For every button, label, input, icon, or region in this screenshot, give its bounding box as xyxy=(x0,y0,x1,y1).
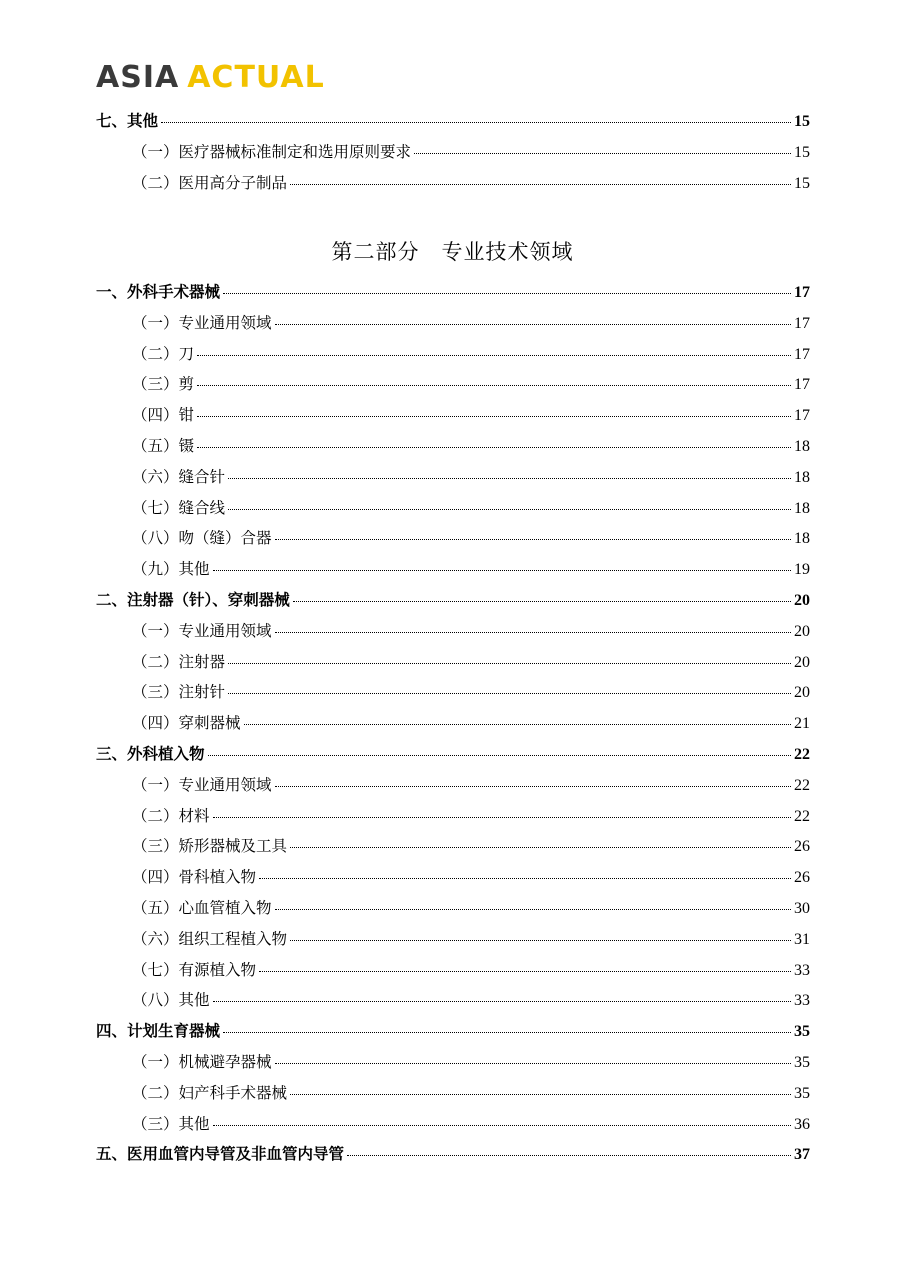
toc-entry-label: （四）穿刺器械 xyxy=(132,714,241,733)
toc-section-entry[interactable] xyxy=(96,711,810,742)
toc-dot-leader xyxy=(223,1032,791,1033)
toc-page-number: 17 xyxy=(794,407,810,425)
toc-entry-label: （六）组织工程植入物 xyxy=(132,929,288,948)
toc-dot-leader xyxy=(414,153,791,154)
toc-section-entry[interactable] xyxy=(96,1112,810,1143)
toc-section-entry[interactable] xyxy=(96,1081,810,1112)
toc-dot-leader xyxy=(244,724,791,725)
toc-dot-leader xyxy=(290,1094,791,1095)
toc-page-number: 36 xyxy=(794,1115,810,1133)
toc-dot-leader xyxy=(213,570,791,571)
toc-page-number: 35 xyxy=(794,1084,810,1102)
toc-dot-leader xyxy=(290,847,791,848)
toc-entry-label: （八）其他 xyxy=(132,991,210,1010)
toc-section-main xyxy=(96,280,810,1173)
toc-section-entry[interactable] xyxy=(96,311,810,342)
toc-page-number: 33 xyxy=(794,992,810,1010)
toc-page-number: 15 xyxy=(794,113,810,130)
toc-dot-leader xyxy=(290,184,791,185)
toc-section-entry[interactable] xyxy=(96,171,810,202)
toc-entry-label: 五、医用血管内导管及非血管内导管 xyxy=(96,1144,345,1164)
toc-entry-label: （一）专业通用领域 xyxy=(132,775,272,794)
toc-section-entry[interactable] xyxy=(96,865,810,896)
toc-entry-label: （二）刀 xyxy=(132,344,195,363)
toc-dot-leader xyxy=(197,385,791,386)
toc-dot-leader xyxy=(197,355,791,356)
toc-page-number: 35 xyxy=(794,1023,810,1041)
asia-actual-logo xyxy=(96,60,325,96)
toc-entry-label: （三）矫形器械及工具 xyxy=(132,837,288,856)
toc-page-number: 15 xyxy=(794,174,810,192)
toc-dot-leader xyxy=(161,122,791,123)
toc-dot-leader xyxy=(275,1063,791,1064)
toc-section-entry[interactable] xyxy=(96,804,810,835)
toc-section-entry[interactable] xyxy=(96,650,810,681)
toc-page-number: 26 xyxy=(794,869,810,887)
toc-section-entry[interactable] xyxy=(96,834,810,865)
toc-page-number: 18 xyxy=(794,437,810,455)
toc-entry-label: 七、其他 xyxy=(96,111,159,130)
toc-section-entry[interactable] xyxy=(96,140,810,171)
toc-page-number: 22 xyxy=(794,807,810,825)
toc-section-entry[interactable] xyxy=(96,372,810,403)
toc-page-number: 20 xyxy=(794,684,810,702)
toc-chapter-entry[interactable] xyxy=(96,109,810,140)
toc-dot-leader xyxy=(208,755,791,756)
toc-dot-leader xyxy=(275,539,791,540)
toc-dot-leader xyxy=(213,1001,791,1002)
toc-entry-label: （五）镊 xyxy=(132,436,195,455)
toc-page-number: 17 xyxy=(794,345,810,363)
toc-entry-label: 一、外科手术器械 xyxy=(96,282,221,301)
toc-page-number: 17 xyxy=(794,314,810,332)
toc-page-number: 37 xyxy=(794,1146,810,1164)
toc-entry-label: 二、注射器（针）、穿刺器械 xyxy=(96,589,290,609)
toc-entry-label: （六）缝合针 xyxy=(132,467,226,486)
toc-dot-leader xyxy=(197,416,791,417)
toc-page-number: 18 xyxy=(794,530,810,548)
toc-entry-label: 四、计划生育器械 xyxy=(96,1021,221,1041)
toc-section-entry[interactable] xyxy=(96,896,810,927)
toc-section-entry[interactable] xyxy=(96,434,810,465)
toc-entry-label: （四）钳 xyxy=(132,406,195,425)
toc-page-number: 35 xyxy=(794,1053,810,1071)
toc-entry-label: （四）骨科植入物 xyxy=(132,868,257,887)
toc-page-number: 22 xyxy=(794,745,810,763)
toc-entry-label: （一）专业通用领域 xyxy=(132,313,272,332)
toc-section-entry[interactable] xyxy=(96,927,810,958)
toc-section-entry[interactable] xyxy=(96,465,810,496)
toc-entry-label: （二）妇产科手术器械 xyxy=(132,1083,288,1102)
toc-dot-leader xyxy=(223,293,791,294)
toc-chapter-entry[interactable] xyxy=(96,280,810,311)
toc-section-top xyxy=(96,109,810,201)
toc-entry-label: （七）缝合线 xyxy=(132,498,226,517)
toc-dot-leader xyxy=(213,1125,791,1126)
toc-dot-leader xyxy=(197,447,791,448)
toc-section-entry[interactable] xyxy=(96,1050,810,1081)
toc-page-number: 20 xyxy=(794,591,810,609)
toc-dot-leader xyxy=(213,817,791,818)
toc-section-entry[interactable] xyxy=(96,526,810,557)
toc-dot-leader xyxy=(275,632,791,633)
toc-page-number: 17 xyxy=(794,284,810,301)
toc-section-entry[interactable] xyxy=(96,342,810,373)
toc-dot-leader xyxy=(275,909,791,910)
toc-entry-label: （三）注射针 xyxy=(132,683,226,702)
toc-entry-label: （二）医用高分子制品 xyxy=(132,173,288,192)
part-title: 第二部分 专业技术领域 xyxy=(331,240,574,264)
toc-page-number: 19 xyxy=(794,561,810,579)
toc-section-entry[interactable] xyxy=(96,496,810,527)
toc-page-number: 22 xyxy=(794,776,810,794)
toc-dot-leader xyxy=(228,663,791,664)
toc-section-entry[interactable] xyxy=(96,619,810,650)
toc-page-number: 18 xyxy=(794,468,810,486)
toc-dot-leader xyxy=(228,478,791,479)
toc-entry-label: （一）医疗器械标准制定和选用原则要求 xyxy=(132,142,412,161)
toc-section-entry[interactable] xyxy=(96,958,810,989)
toc-entry-label: （三）剪 xyxy=(132,375,195,394)
toc-dot-leader xyxy=(259,878,791,879)
toc-entry-label: （二）材料 xyxy=(132,806,210,825)
toc-page-number: 30 xyxy=(794,899,810,917)
toc-chapter-entry[interactable] xyxy=(96,742,810,773)
toc-chapter-entry[interactable] xyxy=(96,1142,810,1173)
toc-dot-leader xyxy=(228,509,791,510)
toc-section-entry[interactable] xyxy=(96,557,810,588)
toc-section-entry[interactable] xyxy=(96,680,810,711)
toc-section-entry[interactable] xyxy=(96,773,810,804)
toc-dot-leader xyxy=(275,786,791,787)
toc-entry-label: （九）其他 xyxy=(132,560,210,579)
toc-entry-label: （二）注射器 xyxy=(132,652,226,671)
toc-dot-leader xyxy=(228,693,791,694)
toc-page-number: 20 xyxy=(794,653,810,671)
toc-dot-leader xyxy=(290,940,791,941)
toc-page-number: 15 xyxy=(794,143,810,161)
logo-text-actual: ACTUAL xyxy=(187,60,325,95)
toc-entry-label: （三）其他 xyxy=(132,1114,210,1133)
toc-page-number: 26 xyxy=(794,838,810,856)
toc-dot-leader xyxy=(293,601,791,602)
toc-entry-label: （一）专业通用领域 xyxy=(132,621,272,640)
toc-page-number: 21 xyxy=(794,715,810,733)
toc-chapter-entry[interactable] xyxy=(96,1019,810,1050)
toc-entry-label: （五）心血管植入物 xyxy=(132,898,272,917)
toc-page-number: 18 xyxy=(794,499,810,517)
toc-dot-leader xyxy=(275,324,791,325)
toc-page-number: 31 xyxy=(794,930,810,948)
toc-entry-label: （一）机械避孕器械 xyxy=(132,1052,272,1071)
toc-chapter-entry[interactable] xyxy=(96,588,810,619)
toc-entry-label: 三、外科植入物 xyxy=(96,743,205,763)
toc-dot-leader xyxy=(347,1155,791,1156)
toc-dot-leader xyxy=(259,971,791,972)
toc-section-entry[interactable] xyxy=(96,403,810,434)
toc-page-number: 20 xyxy=(794,622,810,640)
toc-section-entry[interactable] xyxy=(96,988,810,1019)
toc-entry-label: （八）吻（缝）合器 xyxy=(132,529,272,548)
logo-text-asia: ASIA xyxy=(96,60,180,95)
toc-page-number: 17 xyxy=(794,376,810,394)
toc-entry-label: （七）有源植入物 xyxy=(132,960,257,979)
toc-page-number: 33 xyxy=(794,961,810,979)
